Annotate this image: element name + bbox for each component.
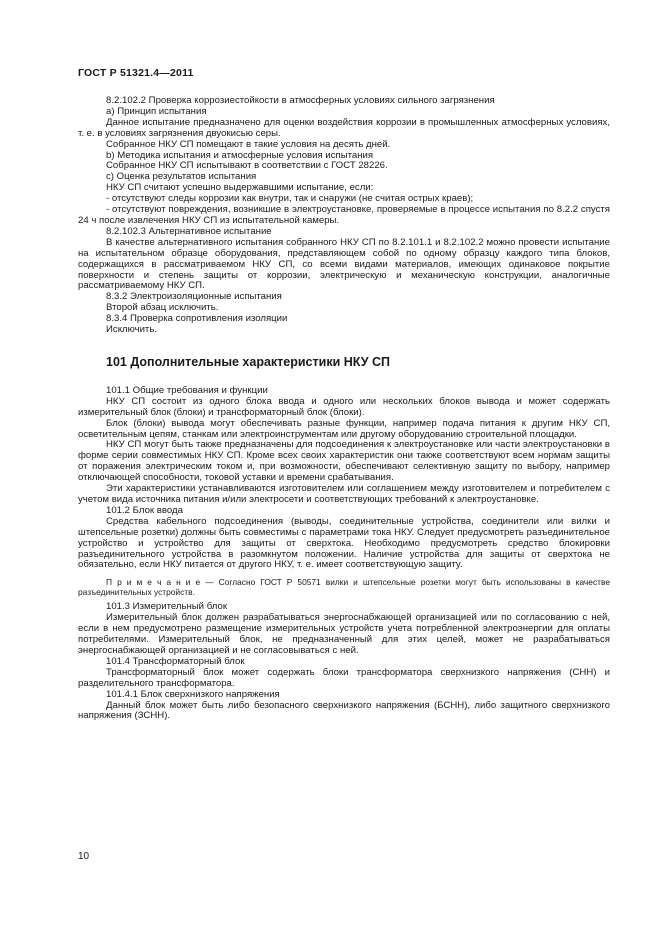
document-header: ГОСТ Р 51321.4—2011 — [78, 67, 194, 79]
paragraph: 8.2.102.3 Альтернативное испытание — [106, 225, 272, 237]
paragraph: НКУ СП считают успешно выдержавшими испытание, если: — [106, 182, 374, 194]
paragraph: Блок (блоки) вывода могут обеспечивать разные функции, например подача питания к другим НКУ СП, осветительным цепям, станкам или электроинструментам или другому оборудованию строительной площадки. — [78, 417, 610, 440]
paragraph: 8.3.2 Электроизоляционные испытания — [106, 291, 282, 303]
paragraph: 8.3.4 Проверка сопротивления изоляции — [106, 313, 288, 325]
paragraph: - отсутствуют следы коррозии как внутри, так и снаружи (не считая острых краев); — [106, 193, 474, 205]
paragraph: Средства кабельного подсоединения (выводы, соединительные устройства, соединители или вилки и штепсельные розетки) должны быть совместимы с параметрами тока НКУ. Следует предусмотреть разъединительное устройство и устройство для защиты от сверхтока. Необходимо предусмотреть средство блокировки разъединительного устройства в разомкнутом положении. Наличие устройства для защиты от сверхтока не обязательно, если НКУ питается от другого НКУ, т. е. имеет соответствующую защиту. — [78, 515, 610, 571]
paragraph: 8.2.102.2 Проверка коррозиестойкости в атмосферных условиях сильного загрязнения — [106, 95, 495, 106]
paragraph: Эти характеристики устанавливаются изготовителем или соглашением между изготовителем и потребителем с учетом вида источника питания и/или электросети и соответствующих требований к электроустановке. — [78, 483, 610, 505]
note: П р и м е ч а н и е — Согласно ГОСТ Р 50571 вилки и штепсельные розетки могут быть использованы в качестве разъединительных устройств. — [78, 577, 610, 598]
paragraph: Трансформаторный блок может содержать блоки трансформатора сверхнизкого напряжения (СНН) и разделительного трансформатора. — [78, 666, 610, 689]
paragraph: с) Оценка результатов испытания — [106, 171, 257, 183]
paragraph: Данный блок может быть либо безопасного сверхнизкого напряжения (БСНН), либо защитного сверхнизкого напряжения (ЗСНН). — [78, 699, 610, 722]
paragraph: Данное испытание предназначено для оценки воздействия коррозии в промышленных атмосферных условиях, т. е. в условиях загрязнения двуокисью серы. — [78, 116, 610, 139]
paragraph: 101.4 Трансформаторный блок — [106, 655, 245, 667]
paragraph: - отсутствуют повреждения, возникшие в электроустановке, проверяемые в процессе испытания по 8.2.2 спустя 24 ч после извлечения НКУ СП из испытательной камеры. — [78, 204, 610, 226]
paragraph: а) Принцип испытания — [106, 105, 207, 117]
paragraph: Исключить. — [106, 324, 157, 336]
paragraph: Собранное НКУ СП испытывают в соответствии с ГОСТ 28226. — [106, 160, 388, 172]
paragraph: 101.2 Блок ввода — [106, 504, 183, 516]
paragraph: Измерительный блок должен разрабатываться энергоснабжающей организацией или по согласованию с ней, если в нем предусмотрено размещение измерительных устройств учета потребленной электроэнергии для оплаты потребителями. Измерительный блок, не предназначенный для этих целей, может не разрабатываться энергоснабжающей организацией и не согласовываться с ней. — [78, 612, 610, 656]
page-number: 10 — [78, 851, 90, 862]
paragraph: НКУ СП состоит из одного блока ввода и одного или нескольких блоков вывода и может содержать измерительный блок (блоки) и трансформаторный блок (блоки). — [78, 395, 610, 418]
paragraph: b) Методика испытания и атмосферные условия испытания — [106, 149, 374, 161]
section-heading: 101 Дополнительные характеристики НКУ СП — [106, 354, 390, 369]
paragraph: 101.1 Общие требования и функции — [106, 384, 268, 396]
paragraph: Собранное НКУ СП помещают в такие условия на десять дней. — [106, 138, 391, 150]
paragraph: В качестве альтернативного испытания собранного НКУ СП по 8.2.101.1 и 8.2.102.2 можно провести испытание на испытательном образце оборудования, представляющем собой по одному образцу каждого типа блоков, содержащихся в рассматриваемом НКУ СП, со всеми видами материалов, имеющих одинаковое покрытие поверхности и степень защиты от коррозии, электрическую и механическую конструкции, аналогичные рассматриваемому НКУ СП. — [78, 236, 610, 292]
paragraph: 101.4.1 Блок сверхнизкого напряжения — [106, 688, 280, 700]
paragraph: НКУ СП могут быть также предназначены для подсоединения к электроустановке или части электроустановки в форме серии совместимых НКУ СП. Кроме всех своих характеристик они также соответствуют всем нормам защиты от поражения электрическим током и, при возможности, обеспечивают селективную защиту по выбору, например отключающей способности, токовой уставки и времени срабатывания. — [78, 439, 610, 484]
paragraph: Второй абзац исключить. — [106, 302, 219, 314]
paragraph: 101.3 Измерительный блок — [106, 601, 228, 613]
document-body — [78, 96, 610, 722]
